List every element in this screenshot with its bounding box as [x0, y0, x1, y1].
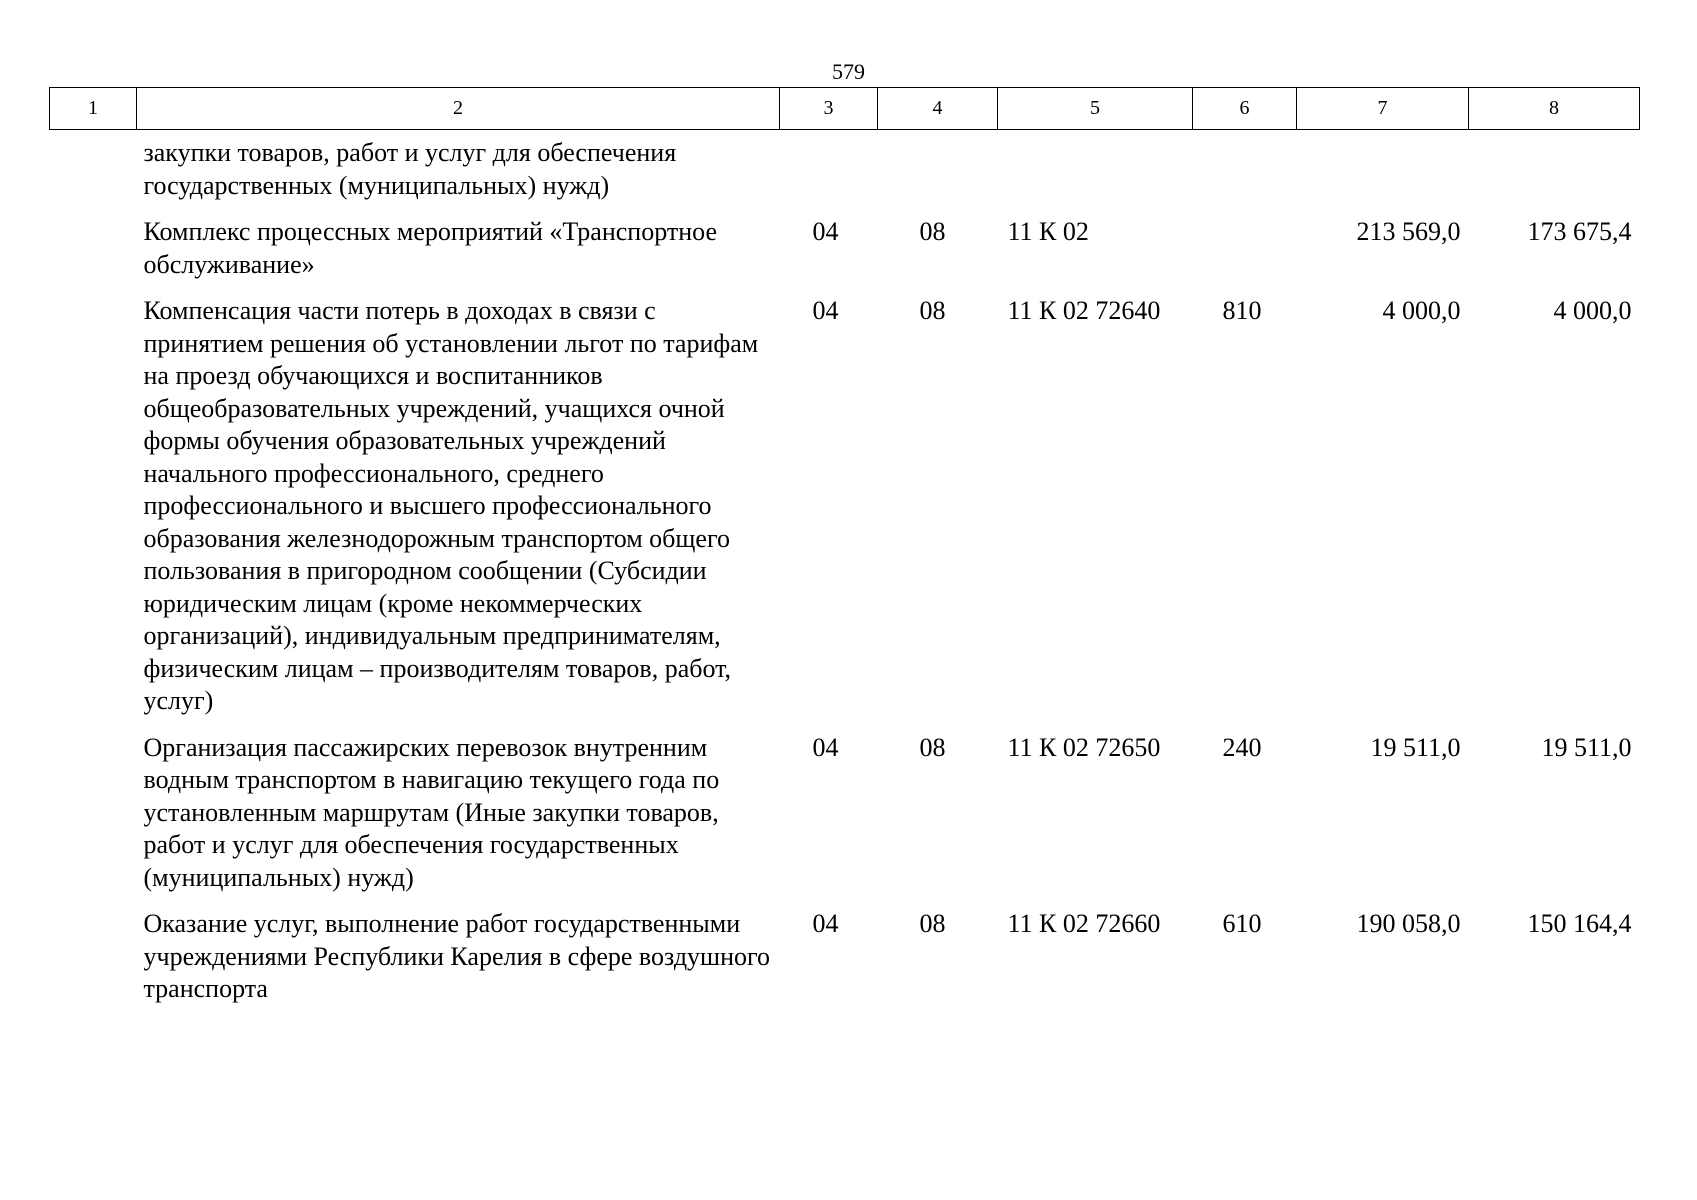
row-amount-2 — [1469, 130, 1640, 217]
row-amount-2: 150 164,4 — [1527, 909, 1632, 938]
row-subsection — [878, 130, 998, 217]
row-target-article: 11 К 02 72660 — [1007, 909, 1161, 938]
row-target-article — [998, 130, 1193, 217]
table-row — [50, 295, 1640, 732]
column-header-6: 6 — [1193, 88, 1297, 130]
row-name: Организация пассажирских перевозок внутренним водным транспортом в навигацию текущего года по установленным маршрутам (Иные закупки товаров, работ и услуг для обеспечения государственных (муниципальных) нужд) — [143, 732, 720, 892]
column-header-5: 5 — [998, 88, 1193, 130]
row-subsection: 08 — [919, 296, 946, 325]
table-row — [50, 130, 1640, 217]
row-amount-1 — [1297, 130, 1469, 217]
row-subsection: 08 — [919, 217, 946, 246]
row-amount-2: 19 511,0 — [1541, 732, 1632, 762]
row-section: 04 — [812, 909, 839, 938]
row-amount-1: 213 569,0 — [1356, 217, 1461, 246]
row-target-article: 11 К 02 72650 — [1007, 732, 1161, 762]
row-amount-1: 19 511,0 — [1370, 732, 1461, 762]
row-amount-2: 173 675,4 — [1527, 217, 1632, 246]
table-row — [50, 908, 1640, 1020]
row-name: Комплекс процессных мероприятий «Транспортное обслуживание» — [143, 217, 717, 279]
page-number: 579 — [832, 59, 865, 84]
table-row — [50, 216, 1640, 295]
row-expense-type: 610 — [1222, 909, 1262, 938]
row-subsection: 08 — [919, 909, 946, 938]
row-target-article: 11 К 02 — [1007, 217, 1089, 246]
row-expense-type — [1193, 130, 1297, 217]
table-header — [50, 88, 1640, 130]
row-section — [780, 130, 878, 217]
row-target-article: 11 К 02 72640 — [1007, 296, 1161, 325]
row-amount-1: 190 058,0 — [1356, 909, 1461, 938]
row-section: 04 — [812, 296, 839, 325]
row-expense-type: 810 — [1222, 296, 1262, 325]
column-header-7: 7 — [1297, 88, 1469, 130]
budget-table — [49, 87, 1640, 1020]
table-row — [50, 732, 1640, 909]
column-header-2: 2 — [137, 88, 780, 130]
row-expense-type — [1193, 216, 1297, 295]
column-header-8: 8 — [1469, 88, 1640, 130]
row-name: Оказание услуг, выполнение работ государственными учреждениями Республики Карелия в сфере воздушного транспорта — [143, 909, 771, 1003]
row-expense-type: 240 — [1222, 732, 1262, 762]
row-section: 04 — [812, 217, 839, 246]
column-header-4: 4 — [878, 88, 998, 130]
row-subsection: 08 — [919, 732, 946, 762]
row-section: 04 — [812, 732, 839, 762]
table-body — [50, 130, 1640, 1020]
column-header-3: 3 — [780, 88, 878, 130]
header-row — [50, 88, 1640, 130]
row-name: закупки товаров, работ и услуг для обеспечения государственных (муниципальных) нужд) — [143, 138, 677, 200]
row-amount-2: 4 000,0 — [1553, 296, 1632, 325]
row-name: Компенсация части потерь в доходах в связи с принятием решения об установлении льгот по тарифам на проезд обучающихся и воспитанников общеобразовательных учреждений, учащихся очной формы обучения образовательных учреждений начального профессионального, среднего профессионального и высшего профессионального образования железнодорожным транспортом общего пользования в пригородном сообщении (Субсидии юридическим лицам (кроме некоммерческих организаций), индивидуальным предпринимателям, физическим лицам – производителям товаров, работ, услуг) — [143, 296, 759, 715]
row-amount-1: 4 000,0 — [1382, 296, 1461, 325]
column-header-1: 1 — [50, 88, 137, 130]
